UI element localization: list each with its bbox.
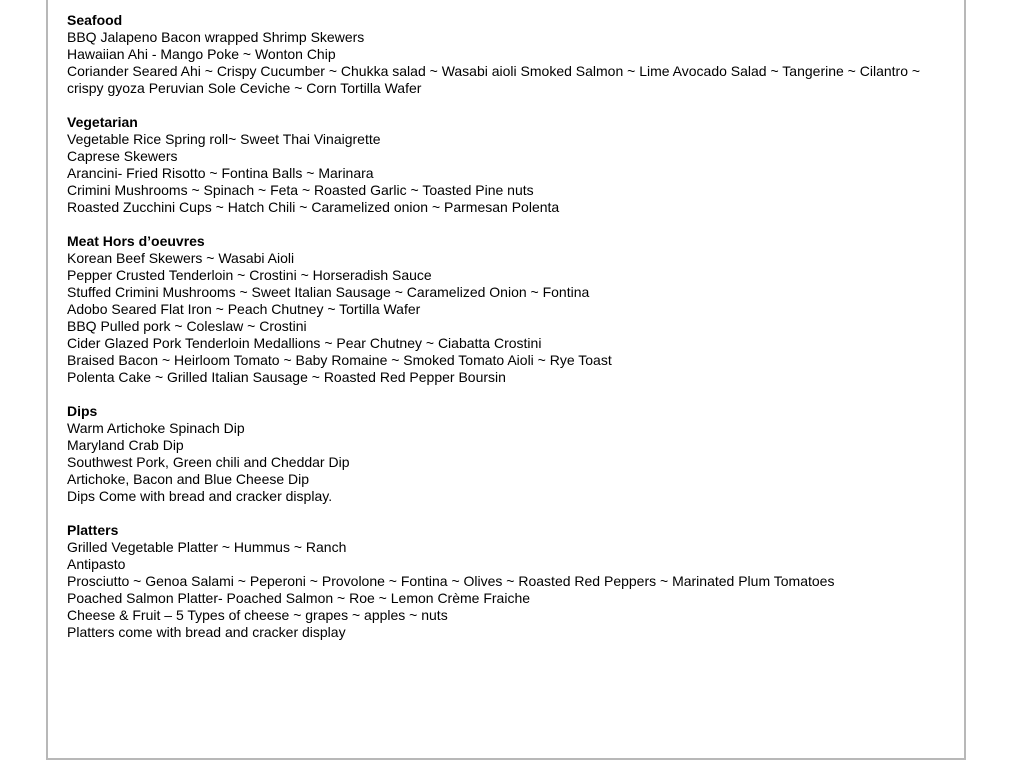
menu-item: Korean Beef Skewers ~ Wasabi Aioli	[67, 250, 295, 266]
menu-item: Southwest Pork, Green chili and Cheddar Dip	[67, 454, 350, 470]
section-platters	[67, 522, 929, 641]
section-vegetarian	[67, 114, 929, 216]
section-meat-hors-doeuvres	[67, 233, 929, 386]
menu-item: Platters come with bread and cracker display	[67, 624, 346, 640]
menu-item: BBQ Pulled pork ~ Coleslaw ~ Crostini	[67, 318, 307, 334]
section-heading: Meat Hors d’oeuvres	[67, 233, 205, 249]
menu-item: Braised Bacon ~ Heirloom Tomato ~ Baby Romaine ~ Smoked Tomato Aioli ~ Rye Toast	[67, 352, 612, 368]
menu-item: Maryland Crab Dip	[67, 437, 184, 453]
section-heading: Vegetarian	[67, 114, 138, 130]
menu-item: Prosciutto ~ Genoa Salami ~ Peperoni ~ Provolone ~ Fontina ~ Olives ~ Roasted Red Peppers ~ Marinated Plum Tomatoes	[67, 573, 835, 589]
menu-item: Arancini- Fried Risotto ~ Fontina Balls ~ Marinara	[67, 165, 374, 181]
menu-item: Polenta Cake ~ Grilled Italian Sausage ~ Roasted Red Pepper Boursin	[67, 369, 506, 385]
menu-item: Coriander Seared Ahi ~ Crispy Cucumber ~ Chukka salad ~ Wasabi aioli Smoked Salmon ~ Lime Avocado Salad ~ Tangerine ~ Cilantro ~ crispy gyoza Peruvian Sole Ceviche ~ Corn Tortilla Wafer	[67, 63, 921, 96]
menu-item: Cheese & Fruit – 5 Types of cheese ~ grapes ~ apples ~ nuts	[67, 607, 448, 623]
menu-item: Crimini Mushrooms ~ Spinach ~ Feta ~ Roasted Garlic ~ Toasted Pine nuts	[67, 182, 534, 198]
document-page	[46, 0, 966, 760]
section-heading: Seafood	[67, 12, 123, 28]
menu-item: Pepper Crusted Tenderloin ~ Crostini ~ Horseradish Sauce	[67, 267, 432, 283]
menu-item: Artichoke, Bacon and Blue Cheese Dip	[67, 471, 310, 487]
menu-item: Warm Artichoke Spinach Dip	[67, 420, 245, 436]
menu-item: Caprese Skewers	[67, 148, 178, 164]
menu-item: BBQ Jalapeno Bacon wrapped Shrimp Skewers	[67, 29, 365, 45]
menu-item: Roasted Zucchini Cups ~ Hatch Chili ~ Caramelized onion ~ Parmesan Polenta	[67, 199, 560, 215]
menu-item: Stuffed Crimini Mushrooms ~ Sweet Italian Sausage ~ Caramelized Onion ~ Fontina	[67, 284, 590, 300]
menu-item: Antipasto	[67, 556, 126, 572]
menu-item: Adobo Seared Flat Iron ~ Peach Chutney ~ Tortilla Wafer	[67, 301, 421, 317]
section-heading: Platters	[67, 522, 119, 538]
section-heading: Dips	[67, 403, 98, 419]
menu-item: Cider Glazed Pork Tenderloin Medallions ~ Pear Chutney ~ Ciabatta Crostini	[67, 335, 542, 351]
menu-item: Poached Salmon Platter- Poached Salmon ~ Roe ~ Lemon Crème Fraiche	[67, 590, 531, 606]
menu-item: Vegetable Rice Spring roll~ Sweet Thai Vinaigrette	[67, 131, 381, 147]
menu-item: Hawaiian Ahi - Mango Poke ~ Wonton Chip	[67, 46, 336, 62]
menu-item: Grilled Vegetable Platter ~ Hummus ~ Ranch	[67, 539, 347, 555]
menu-content	[67, 12, 929, 658]
section-seafood	[67, 12, 929, 97]
menu-item: Dips Come with bread and cracker display.	[67, 488, 333, 504]
section-dips	[67, 403, 929, 505]
